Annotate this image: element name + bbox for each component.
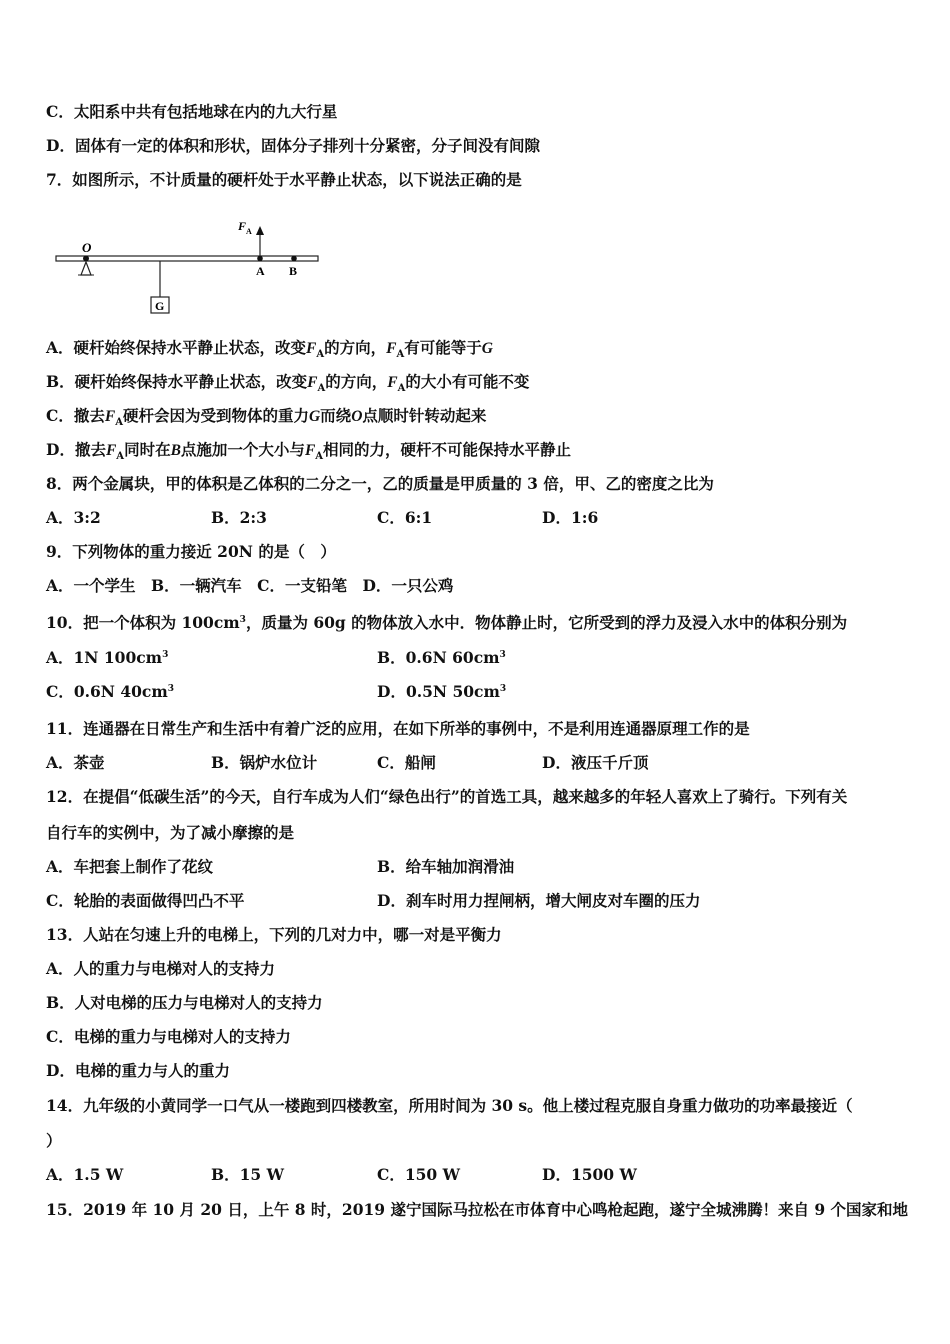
q9-options: A．一个学生 B．一辆汽车 C．一支铅笔 D．一只公鸡	[46, 576, 454, 595]
point-b	[291, 256, 297, 262]
q8-option-d: D．1:6	[542, 508, 599, 527]
q12-stem-line1: 12．在提倡“低碳生活”的今天，自行车成为人们“绿色出行”的首选工具，越来越多的年轻人喜欢上了骑行。下列有关	[46, 787, 848, 806]
q8-option-a: A．3:2	[46, 508, 101, 527]
q10-option-d: D．0.5N $50cm^3$	[377, 682, 507, 702]
q13-stem: 13．人站在匀速上升的电梯上，下列的几对力中，哪一对是平衡力	[46, 925, 502, 944]
q11-stem: 11．连通器在日常生产和生活中有着广泛的应用，在如下所举的事例中，不是利用连通器原理工作的是	[46, 719, 750, 738]
q8-stem: 8．两个金属块，甲的体积是乙体积的二分之一，乙的质量是甲质量的 3 倍，甲、乙的密度之比为	[46, 474, 714, 493]
label-f-sub: A	[246, 227, 252, 236]
q15-stem: 15．2019 年 10 月 20 日，上午 8 时，2019 遂宁国际马拉松在市体育中心鸣枪起跑，遂宁全城沸腾！来自 9 个国家和地	[46, 1200, 909, 1219]
q10-stem: 10．把一个体积为 $100cm^3$，质量为 60g 的物体放入水中．物体静止时，它所受到的浮力及浸入水中的体积分别为	[46, 613, 848, 633]
q12-option-a: A．车把套上制作了花纹	[46, 857, 214, 876]
q7-option-b: B．硬杆始终保持水平静止状态，改变$F_A$的方向，$F_A$的大小有可能不变	[46, 372, 530, 395]
q11-option-c: C．船闸	[377, 753, 436, 772]
q12-option-b: B．给车轴加润滑油	[377, 857, 515, 876]
q12-stem-line2: 自行车的实例中，为了减小摩擦的是	[46, 823, 295, 842]
q9-stem: 9．下列物体的重力接近 20N 的是（ ）	[46, 542, 336, 561]
q8-option-c: C．6:1	[377, 508, 433, 527]
label-o: O	[82, 240, 92, 255]
q14-option-b: B．15 W	[211, 1165, 284, 1184]
q7-option-a: A．硬杆始终保持水平静止状态，改变$F_A$的方向，$F_A$有可能等于G	[46, 338, 493, 361]
q13-option-d: D．电梯的重力与人的重力	[46, 1061, 230, 1080]
q7-stem: 7．如图所示，不计质量的硬杆处于水平静止状态，以下说法正确的是	[46, 170, 522, 189]
q14-option-d: D．1500 W	[542, 1165, 637, 1184]
q13-option-a: A．人的重力与电梯对人的支持力	[46, 959, 276, 978]
q6-option-c: C．太阳系中共有包括地球在内的九大行星	[46, 102, 338, 121]
label-f: F	[238, 219, 247, 233]
q7-option-c: C．撤去$F_A$硬杆会因为受到物体的重力G而绕O点顺时针转动起来	[46, 406, 487, 429]
label-g: G	[155, 299, 165, 313]
lever-bar	[56, 256, 318, 261]
q14-stem-line2: ）	[46, 1131, 62, 1150]
q11-option-a: A．茶壶	[46, 753, 105, 772]
fulcrum-icon	[81, 262, 91, 275]
q8-option-b: B．2:3	[211, 508, 267, 527]
q11-option-b: B．锅炉水位计	[211, 753, 318, 772]
q14-stem-line1: 14．九年级的小黄同学一口气从一楼跑到四楼教室，所用时间为 30 s。他上楼过程克服自身重力做功的功率最接近（	[46, 1096, 853, 1115]
q13-option-b: B．人对电梯的压力与电梯对人的支持力	[46, 993, 323, 1012]
q13-option-c: C．电梯的重力与电梯对人的支持力	[46, 1027, 291, 1046]
point-a	[257, 256, 263, 262]
q12-option-d: D．刹车时用力捏闸柄，增大闸皮对车圈的压力	[377, 891, 701, 910]
q10-option-a: A．1N $100cm^3$	[46, 648, 169, 668]
q6-option-d: D．固体有一定的体积和形状，固体分子排列十分紧密，分子间没有间隙	[46, 136, 540, 155]
q14-option-c: C．150 W	[377, 1165, 460, 1184]
q7-option-d: D．撤去$F_A$同时在B点施加一个大小与$F_A$相同的力，硬杆不可能保持水平静止	[46, 440, 572, 463]
q11-option-d: D．液压千斤顶	[542, 753, 649, 772]
label-a: A	[256, 264, 265, 278]
q10-option-b: B．0.6N $60cm^3$	[377, 648, 506, 668]
lever-figure	[50, 215, 330, 317]
q10-option-c: C．0.6N $40cm^3$	[46, 682, 175, 702]
arrow-head-icon	[256, 226, 264, 235]
label-b: B	[289, 264, 298, 278]
q12-option-c: C．轮胎的表面做得凹凸不平	[46, 891, 245, 910]
q14-option-a: A．1.5 W	[46, 1165, 124, 1184]
